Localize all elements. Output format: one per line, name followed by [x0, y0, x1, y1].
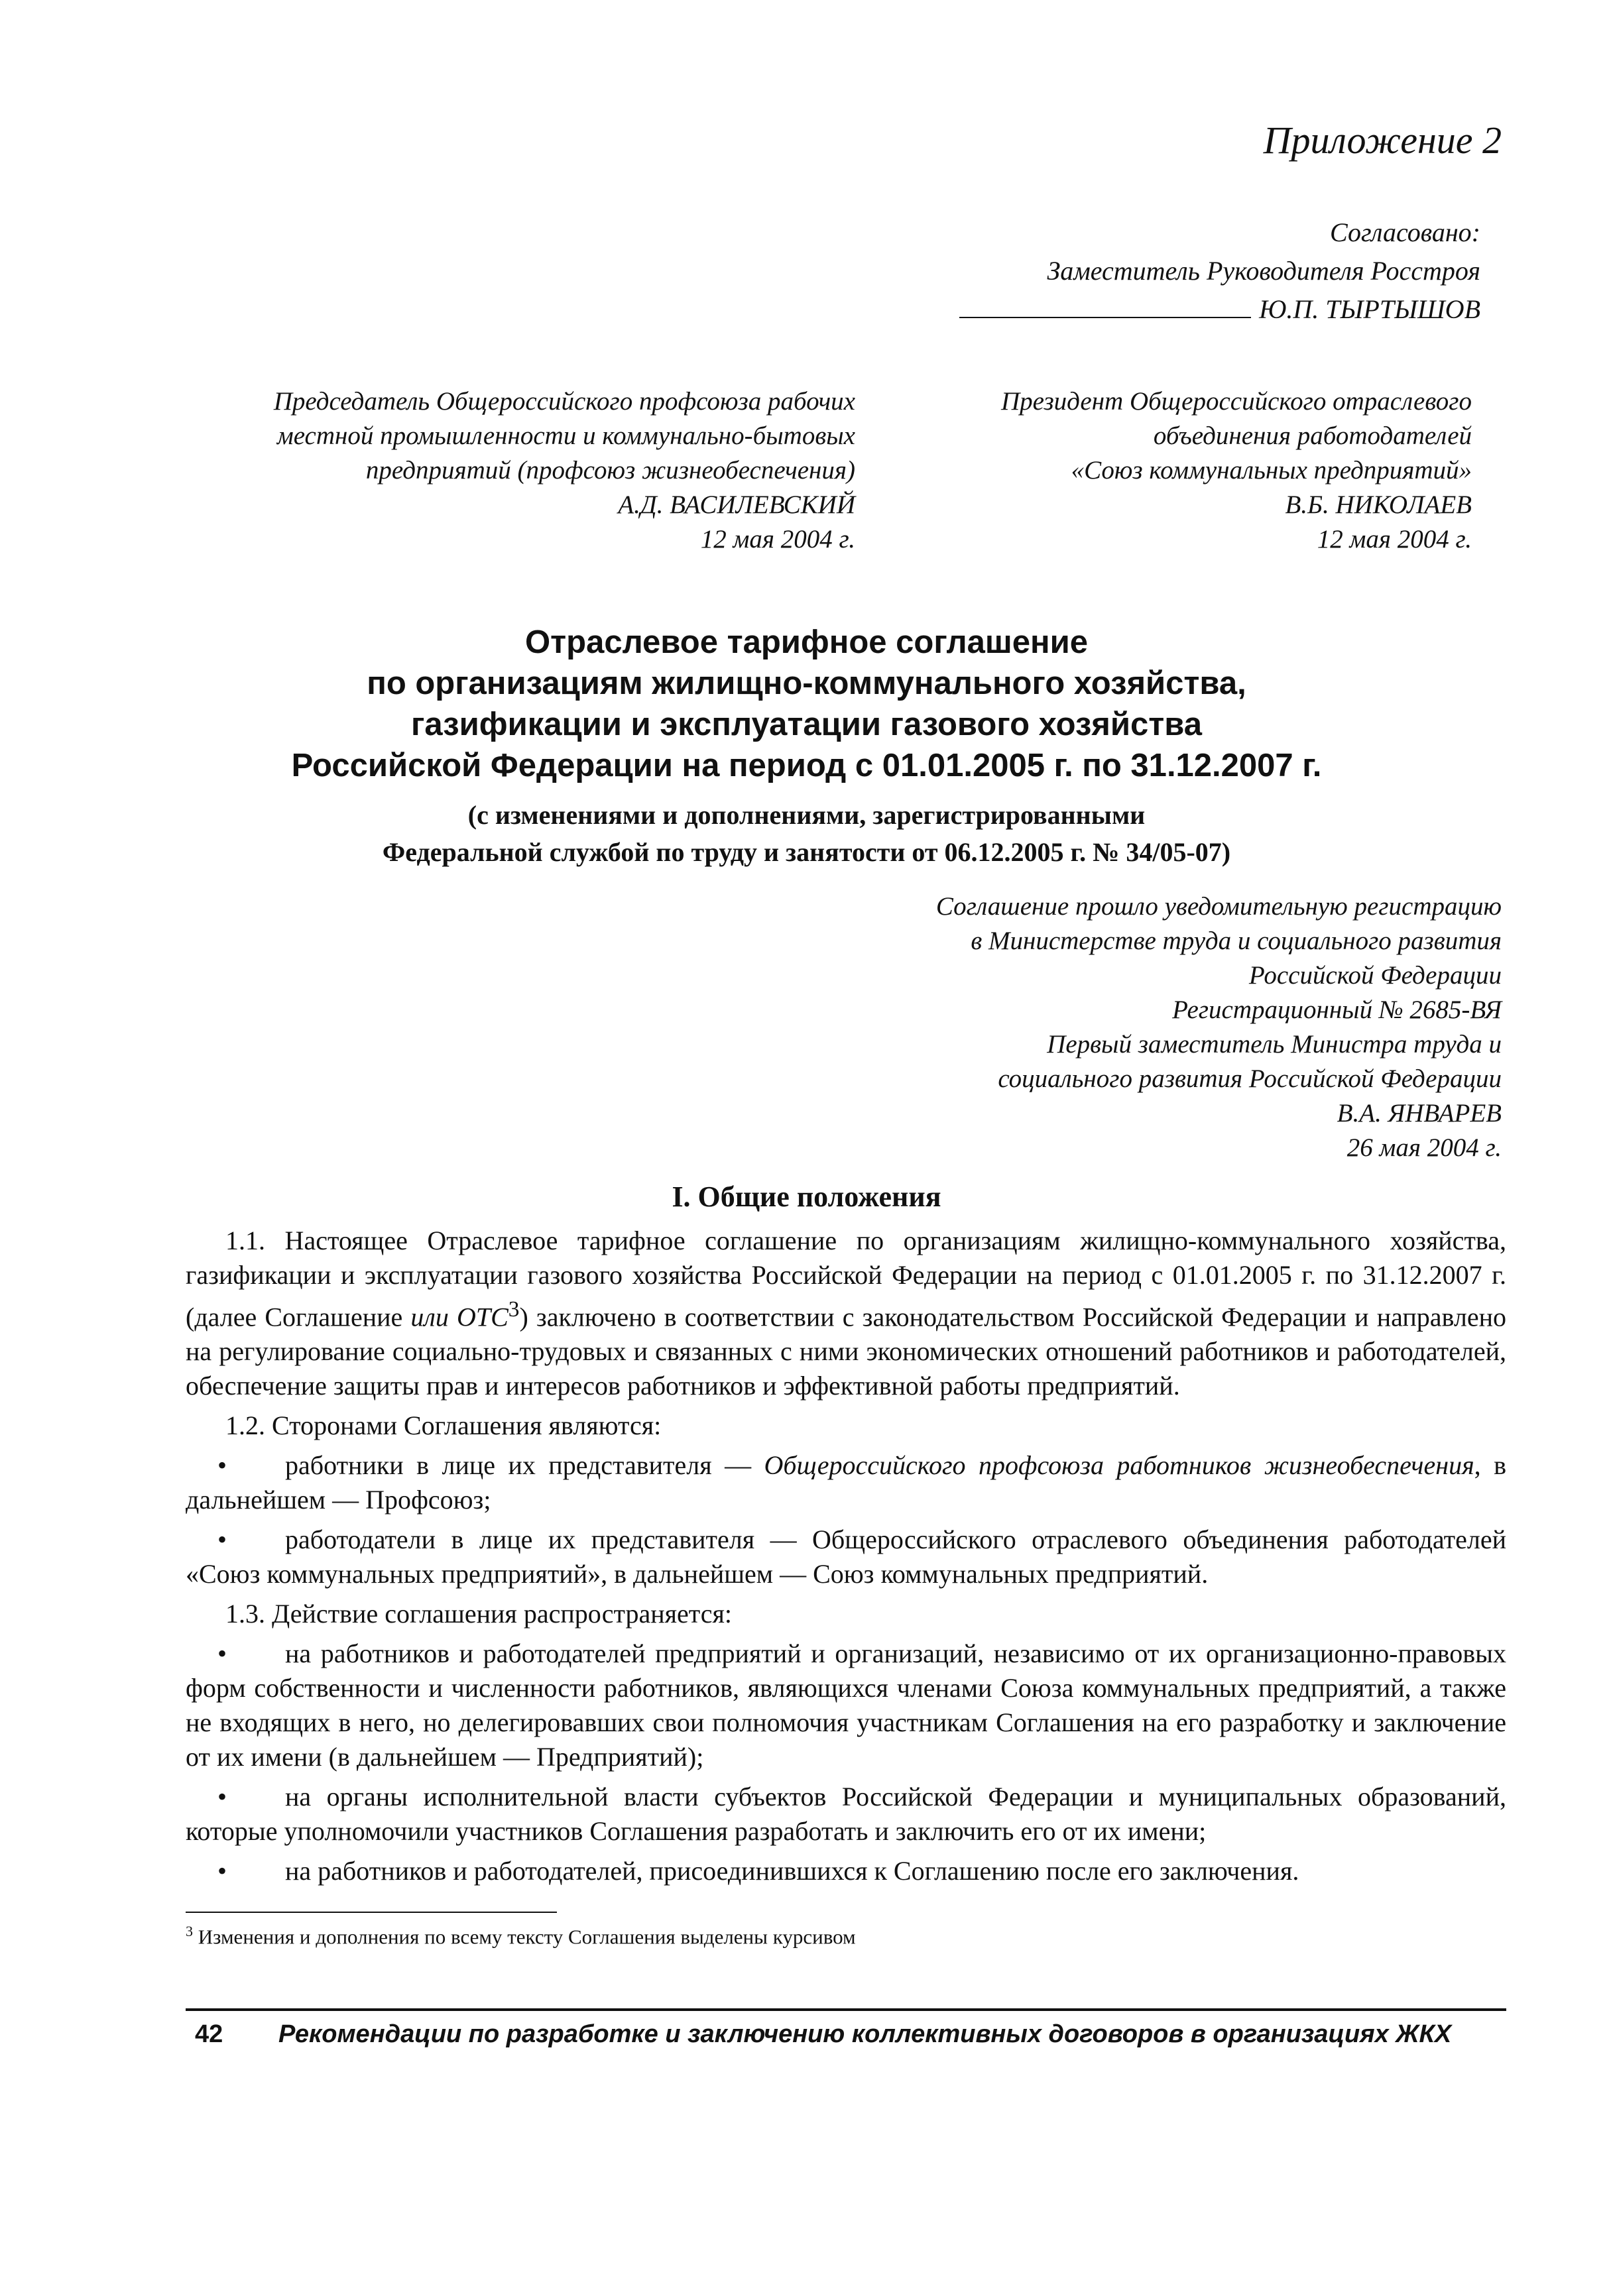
title-line1: Отраслевое тарифное соглашение: [525, 624, 1088, 660]
list-item-text: на работников и работодателей предприятий и организаций, независимо от их организационно-правовых форм собственности и численности работников, являющихся членами Союза коммунальных предприятий, а также не входящих в него, но делегировавших свои полномочия участникам Соглашения на его разработку и заключение от их имени (в дальнейшем — Предприятий);: [186, 1638, 1506, 1772]
registration-line4: Регистрационный № 2685-ВЯ: [1172, 996, 1502, 1024]
section-heading: I. Общие положения: [672, 1180, 941, 1213]
title-line2: по организациям жилищно-коммунального хозяйства,: [367, 665, 1246, 701]
document-title: [0, 622, 1613, 786]
footnote-divider: [186, 1912, 557, 1913]
list-item: [186, 1854, 1506, 1888]
paragraph-1-1: [186, 1224, 1506, 1403]
registration-line3: Российской Федерации: [1248, 961, 1502, 990]
appendix-label: Приложение 2: [1263, 119, 1502, 162]
list-item-text: на органы исполнительной власти субъектов Российской Федерации и муниципальных образований, которые уполномочили участников Соглашения разработать и заключить его от их имени;: [186, 1782, 1506, 1847]
approval-signature-row: [817, 290, 1480, 329]
approval-name: Ю.П. ТЫРТЫШОВ: [1259, 294, 1480, 324]
running-footer-title: Рекомендации по разработке и заключению коллективных договоров в организациях ЖКХ: [278, 2020, 1452, 2048]
subtitle-line2: Федеральной службой по труду и занятости от 06.12.2005 г. № 34/05-07): [382, 837, 1231, 867]
body-text: [186, 1224, 1506, 1894]
list-item: [186, 1636, 1506, 1774]
paragraph-1-2: 1.2. Сторонами Соглашения являются:: [225, 1410, 662, 1441]
right-signatory-line2: объединения работодателей: [1153, 422, 1472, 450]
right-signatory-line3: «Союз коммунальных предприятий»: [1071, 456, 1472, 485]
registration-name: В.А. ЯНВАРЕВ: [1337, 1099, 1502, 1127]
list-item-emphasis: Общероссийского профсоюза работников жизнеобеспечения: [764, 1450, 1474, 1481]
footnote: [186, 1917, 856, 1951]
footnote-text: Изменения и дополнения по всему тексту Соглашения выделены курсивом: [198, 1925, 856, 1949]
registration-block: [706, 890, 1502, 1165]
bullet-icon: •: [217, 1638, 227, 1669]
left-signatory-block: [166, 384, 855, 557]
list-item-text-b: , в дальнейшем — Профсоюз;: [186, 1450, 1507, 1515]
left-signatory-line3: предприятий (профсоюз жизнеобеспечения): [365, 456, 855, 485]
bullet-icon: •: [217, 1524, 227, 1555]
paragraph-1-1-text-a: 1.1. Настоящее Отраслевое тарифное соглашение по организациям жилищно-коммунального хозяйства, газификации и эксплуатации газового хозяйства Российской Федерации на период с 01.01.2005 г. по 31.12.2007 г. (далее Соглашение: [186, 1226, 1506, 1332]
footer-divider: [186, 2008, 1506, 2011]
title-line3: газификации и эксплуатации газового хозяйства: [411, 707, 1202, 742]
list-item-text: на работников и работодателей, присоединившихся к Соглашению после его заключения.: [285, 1856, 1299, 1886]
list-item: [186, 1522, 1506, 1591]
page-number: 42: [195, 2020, 223, 2048]
list-item-text-a: работники в лице их представителя —: [285, 1450, 764, 1481]
title-line4: Российской Федерации на период с 01.01.2005 г. по 31.12.2007 г.: [291, 748, 1322, 783]
registration-date: 26 мая 2004 г.: [1346, 1133, 1502, 1162]
registration-line6: социального развития Российской Федерации: [998, 1064, 1502, 1093]
paragraph-1-1-emphasis: или ОТС: [410, 1302, 508, 1332]
left-signatory-date: 12 мая 2004 г.: [700, 525, 855, 553]
approval-position: Заместитель Руководителя Росстроя: [1047, 256, 1480, 286]
signature-line: [959, 294, 1251, 318]
list-item: [186, 1780, 1506, 1849]
approval-label: Согласовано:: [1330, 217, 1480, 247]
paragraph-1-1-text-b: ) заключено в соответствии с законодательством Российской Федерации и направлено на регулирование социально-трудовых и связанных с ними экономических отношений работников и работодателей, обеспечение защиты прав и интересов работников и эффективной работы предприятий.: [186, 1302, 1506, 1401]
bullet-icon: •: [217, 1856, 227, 1886]
registration-line1: Соглашение прошло уведомительную регистрацию: [935, 892, 1502, 921]
paragraph-1-3: 1.3. Действие соглашения распространяется:: [225, 1599, 733, 1629]
right-signatory-line1: Президент Общероссийского отраслевого: [1001, 387, 1472, 416]
registration-line2: в Министерстве труда и социального развития: [971, 927, 1502, 955]
footnote-ref: 3: [508, 1297, 520, 1322]
left-signatory-line2: местной промышленности и коммунально-бытовых: [276, 422, 855, 450]
footnote-mark: 3: [186, 1923, 193, 1939]
list-item-text: работодатели в лице их представителя — Общероссийского отраслевого объединения работодателей «Союз коммунальных предприятий», в дальнейшем — Союз коммунальных предприятий.: [186, 1524, 1506, 1589]
bullet-icon: •: [217, 1782, 227, 1812]
left-signatory-line1: Председатель Общероссийского профсоюза рабочих: [273, 387, 855, 416]
registration-line5: Первый заместитель Министра труда и: [1047, 1030, 1502, 1059]
list-item: [186, 1448, 1506, 1517]
right-signatory-date: 12 мая 2004 г.: [1317, 525, 1472, 553]
right-signatory-block: [915, 384, 1472, 557]
document-subtitle: [0, 797, 1613, 871]
left-signatory-name: А.Д. ВАСИЛЕВСКИЙ: [618, 490, 855, 519]
approval-block: [817, 213, 1480, 329]
subtitle-line1: (с изменениями и дополнениями, зарегистрированными: [467, 800, 1146, 830]
right-signatory-name: В.Б. НИКОЛАЕВ: [1285, 490, 1472, 519]
bullet-icon: •: [217, 1450, 227, 1481]
